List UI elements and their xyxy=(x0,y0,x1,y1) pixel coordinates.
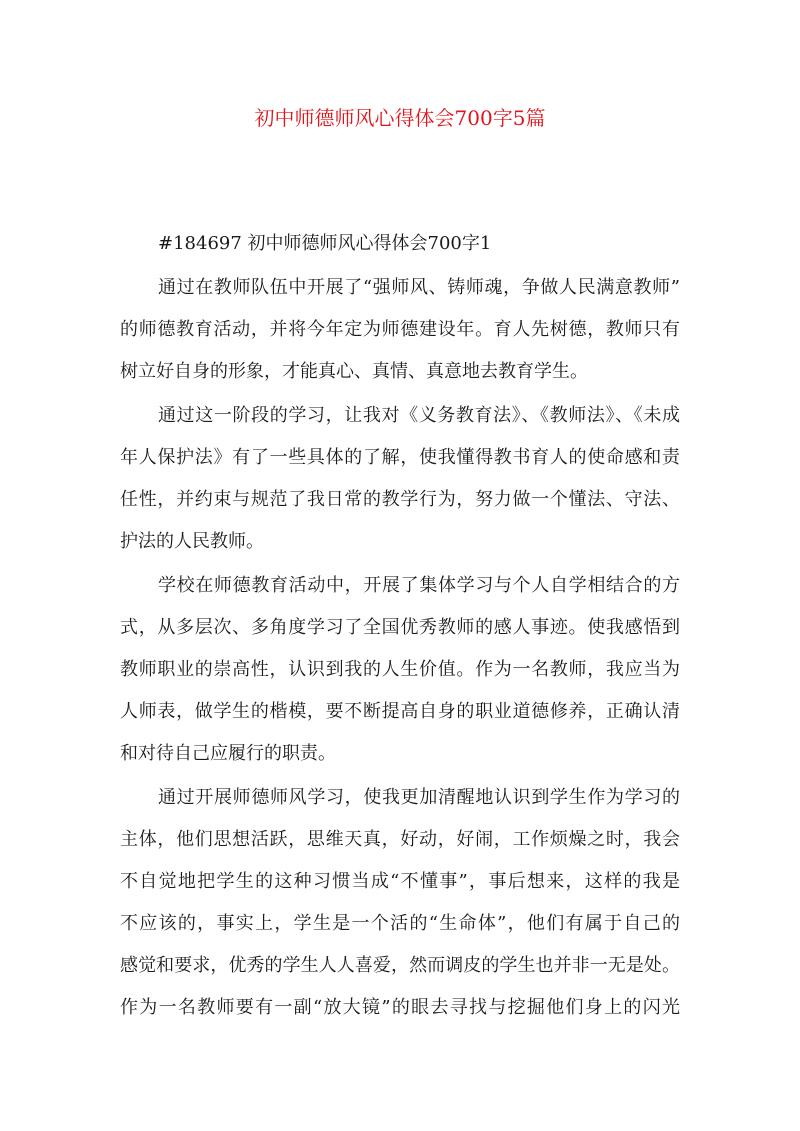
paragraph-2-line-1: 通过这一阶段的学习，让我对《义务教育法》、《教师法》、《未成 xyxy=(158,405,680,426)
paragraph-2-line-2: 年人保护法》有了一些具体的了解，使我懂得教书育人的使命感和责 xyxy=(120,447,680,468)
paragraph-3-line-4: 人师表，做学生的楷模，要不断提高自身的职业道德修养，正确认清 xyxy=(120,701,680,722)
paragraph-1-line-3: 树立好自身的形象，才能真心、真情、真意地去教育学生。 xyxy=(120,361,588,382)
paragraph-3-line-1: 学校在师德教育活动中，开展了集体学习与个人自学相结合的方 xyxy=(158,575,680,596)
paragraph-4-line-6: 作为一名教师要有一副“放大镜”的眼去寻找与挖掘他们身上的闪光 xyxy=(120,997,680,1018)
paragraph-3-line-5: 和对待自己应履行的职责。 xyxy=(120,743,336,764)
paragraph-3-line-3: 教师职业的崇高性，认识到我的人生价值。作为一名教师，我应当为 xyxy=(120,659,680,680)
paragraph-2-line-4: 护法的人民教师。 xyxy=(120,531,264,552)
paragraph-1-line-1: 通过在教师队伍中开展了“强师风、铸师魂，争做人民满意教师” xyxy=(158,277,680,298)
paragraph-4-line-4: 不应该的，事实上，学生是一个活的“生命体”，他们有属于自己的 xyxy=(120,913,680,934)
document-title: 初中师德师风心得体会700字5篇 xyxy=(254,106,546,130)
paragraph-4-line-3: 不自觉地把学生的这种习惯当成“不懂事”，事后想来，这样的我是 xyxy=(120,871,680,892)
document-subtitle: #184697 初中师德师风心得体会700字1 xyxy=(158,233,492,254)
paragraph-2-line-3: 任性，并约束与规范了我日常的教学行为，努力做一个懂法、守法、 xyxy=(120,489,680,510)
paragraph-4-line-2: 主体，他们思想活跃，思维天真，好动，好闹，工作烦燥之时，我会 xyxy=(120,829,680,850)
paragraph-1-line-2: 的师德教育活动，并将今年定为师德建设年。育人先树德，教师只有 xyxy=(120,319,680,340)
paragraph-4-line-1: 通过开展师德师风学习，使我更加清醒地认识到学生作为学习的 xyxy=(158,787,680,808)
paragraph-4-line-5: 感觉和要求，优秀的学生人人喜爱，然而调皮的学生也并非一无是处。 xyxy=(120,955,680,976)
paragraph-3-line-2: 式，从多层次、多角度学习了全国优秀教师的感人事迹。使我感悟到 xyxy=(120,617,680,638)
